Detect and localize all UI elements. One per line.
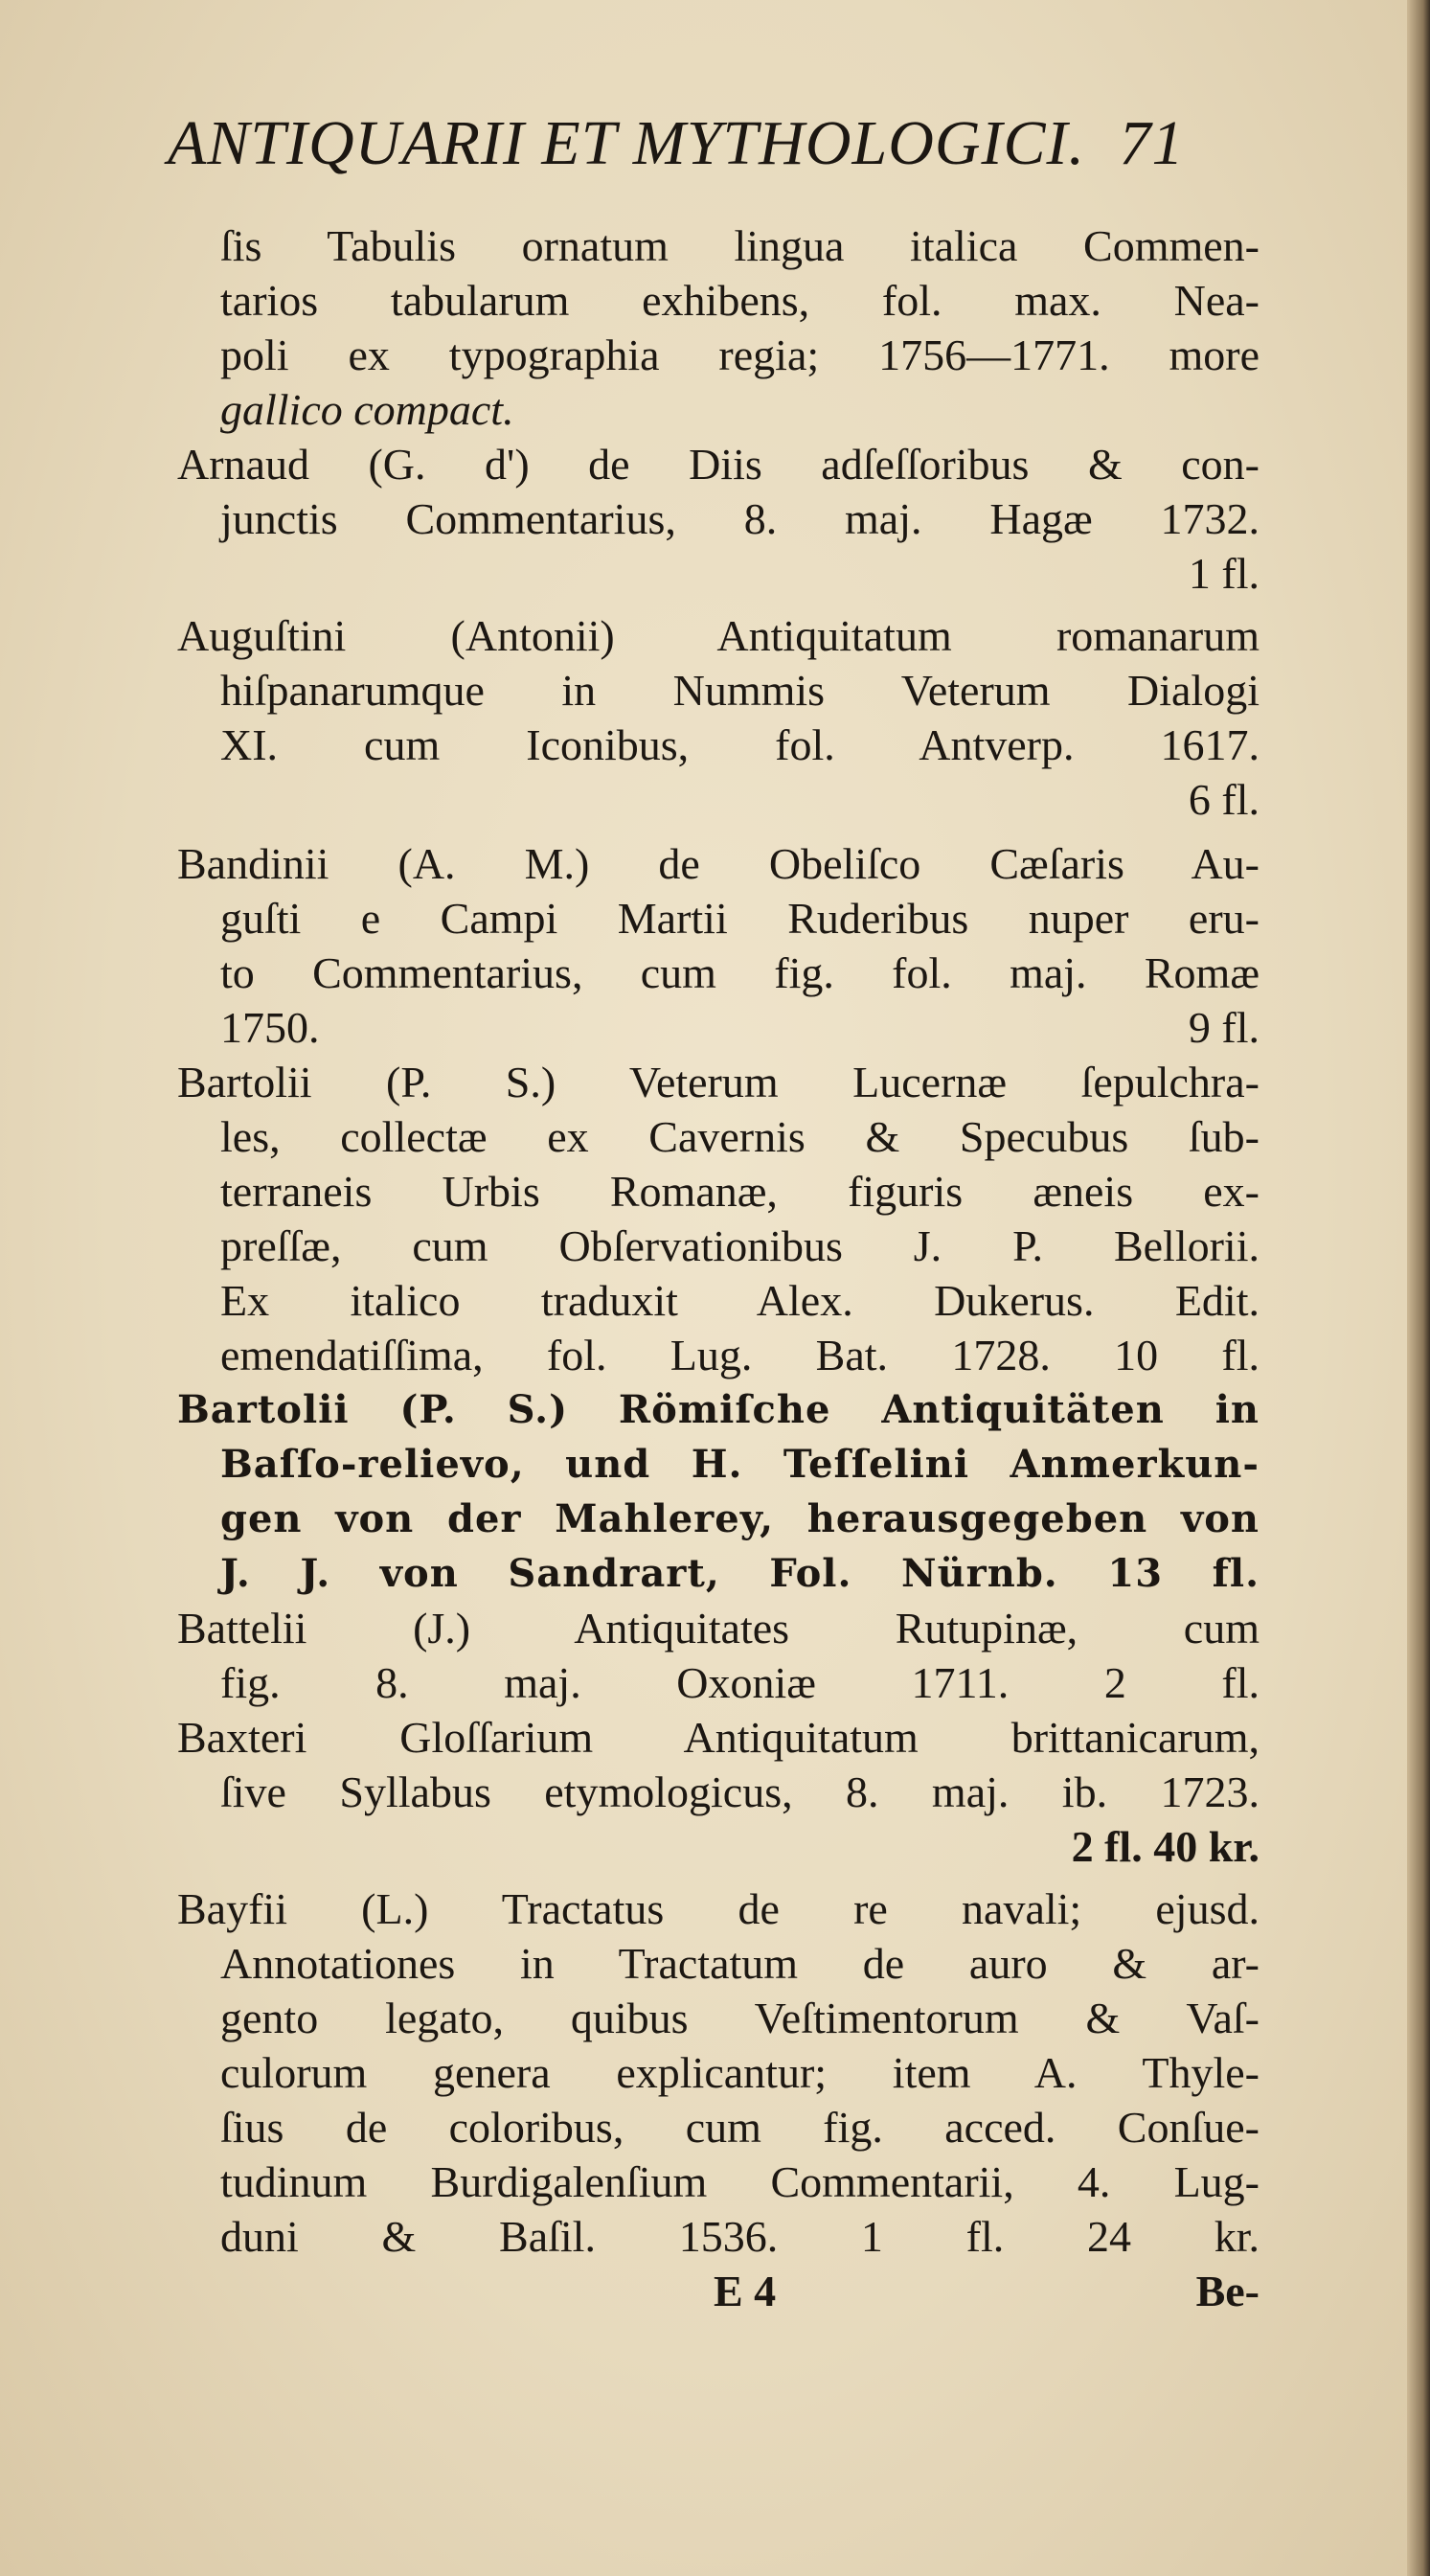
entry-line: Baxteri Gloſſarium Antiquitatum brittanicarum, — [177, 1713, 1260, 1762]
entry-line: les, collectæ ex Cavernis & Specubus ſub- — [220, 1112, 1260, 1161]
entry-line: fig. 8. maj. Oxoniæ 1711. 2 fl. — [220, 1658, 1260, 1707]
catalog-entry — [177, 1881, 1260, 2264]
entry-line: Auguſtini (Antonii) Antiquitatum romanarum — [177, 611, 1260, 660]
entry-line: junctis Commentarius, 8. maj. Hagæ 1732. — [220, 494, 1260, 543]
entry-line: terraneis Urbis Romanæ, figuris æneis ex- — [220, 1167, 1260, 1216]
entry-price: 9 fl. — [1188, 1003, 1260, 1052]
catalog-text — [177, 218, 1260, 2318]
entry-line: hiſpanarumque in Nummis Veterum Dialogi — [220, 666, 1260, 715]
catalog-entry — [177, 1382, 1260, 1601]
entry-line: Arnaud (G. d') de Diis adſeſſoribus & con- — [177, 440, 1260, 489]
catalog-entry — [177, 1055, 1260, 1382]
header-title: ANTIQUARII ET MYTHOLOGICI. — [168, 108, 1085, 178]
catchword: Be- — [1195, 2267, 1260, 2315]
entry-line: duni & Baſil. 1536. 1 fl. 24 kr. — [220, 2212, 1260, 2261]
entry-line: ſive Syllabus etymologicus, 8. maj. ib. 1723. — [220, 1767, 1260, 1816]
entry-line: gallico compact. — [220, 385, 514, 434]
catalog-entry — [177, 437, 1260, 601]
entry-line: culorum genera explicantur; item A. Thyle- — [220, 2048, 1260, 2097]
catalog-entry — [177, 218, 1260, 437]
entry-line: Battelii (J.) Antiquitates Rutupinæ, cum — [177, 1604, 1260, 1653]
entry-line: Bayfii (L.) Tractatus de re navali; ejusd. — [177, 1884, 1260, 1933]
catalog-entry — [177, 1601, 1260, 1710]
entry-line: tarios tabularum exhibens, fol. max. Nea- — [220, 276, 1260, 325]
entry-line: guſti e Campi Martii Ruderibus nuper eru- — [220, 894, 1260, 943]
entry-line: to Commentarius, cum fig. fol. maj. Romæ — [220, 948, 1260, 997]
entry-line: ſis Tabulis ornatum lingua italica Commen- — [220, 221, 1260, 270]
entry-line: preſſæ, cum Obſervationibus J. P. Bellorii. — [220, 1221, 1260, 1270]
entry-price: 2 fl. 40 kr. — [1071, 1822, 1260, 1871]
entry-line: Bartolii (P. S.) Römiſche Antiquitäten in — [177, 1387, 1260, 1432]
entry-line: Bartolii (P. S.) Veterum Lucernæ ſepulchra- — [177, 1058, 1260, 1106]
entry-line: poli ex typographia regia; 1756—1771. more — [220, 331, 1260, 379]
page-footer — [177, 2264, 1260, 2318]
entry-price: 1 fl. — [1188, 549, 1260, 598]
entry-line: Annotationes in Tractatum de auro & ar- — [220, 1939, 1260, 1988]
entry-line: Ex italico traduxit Alex. Dukerus. Edit. — [220, 1276, 1260, 1325]
page-edge-shadow — [1407, 0, 1430, 2576]
page-number: 71 — [1119, 108, 1185, 178]
entry-line: Bandinii (A. M.) de Obeliſco Cæſaris Au- — [177, 839, 1260, 888]
catalog-entry — [177, 836, 1260, 1055]
signature-mark: E 4 — [714, 2267, 777, 2315]
catalog-entry — [177, 608, 1260, 827]
entry-line: ſius de coloribus, cum fig. acced. Conſue- — [220, 2103, 1260, 2152]
entry-line: emendatiſſima, fol. Lug. Bat. 1728. 10 fl. — [220, 1331, 1260, 1379]
running-header — [168, 107, 1260, 180]
entry-line: gento legato, quibus Veſtimentorum & Vaſ- — [220, 1994, 1260, 2042]
entry-line: 1750. — [220, 1003, 320, 1052]
entry-line: J. J. von Sandrart, Fol. Nürnb. 13 fl. — [220, 1551, 1260, 1596]
entry-line: tudinum Burdigalenſium Commentarii, 4. Lug- — [220, 2157, 1260, 2206]
entry-line: XI. cum Iconibus, fol. Antverp. 1617. — [220, 720, 1260, 769]
entry-price: 6 fl. — [1188, 775, 1260, 824]
entry-line: gen von der Mahlerey, herausgegeben von — [220, 1496, 1260, 1541]
catalog-entry — [177, 1710, 1260, 1874]
entry-line: Baſſo-relievo, und H. Teſſelini Anmerkun- — [220, 1442, 1260, 1487]
